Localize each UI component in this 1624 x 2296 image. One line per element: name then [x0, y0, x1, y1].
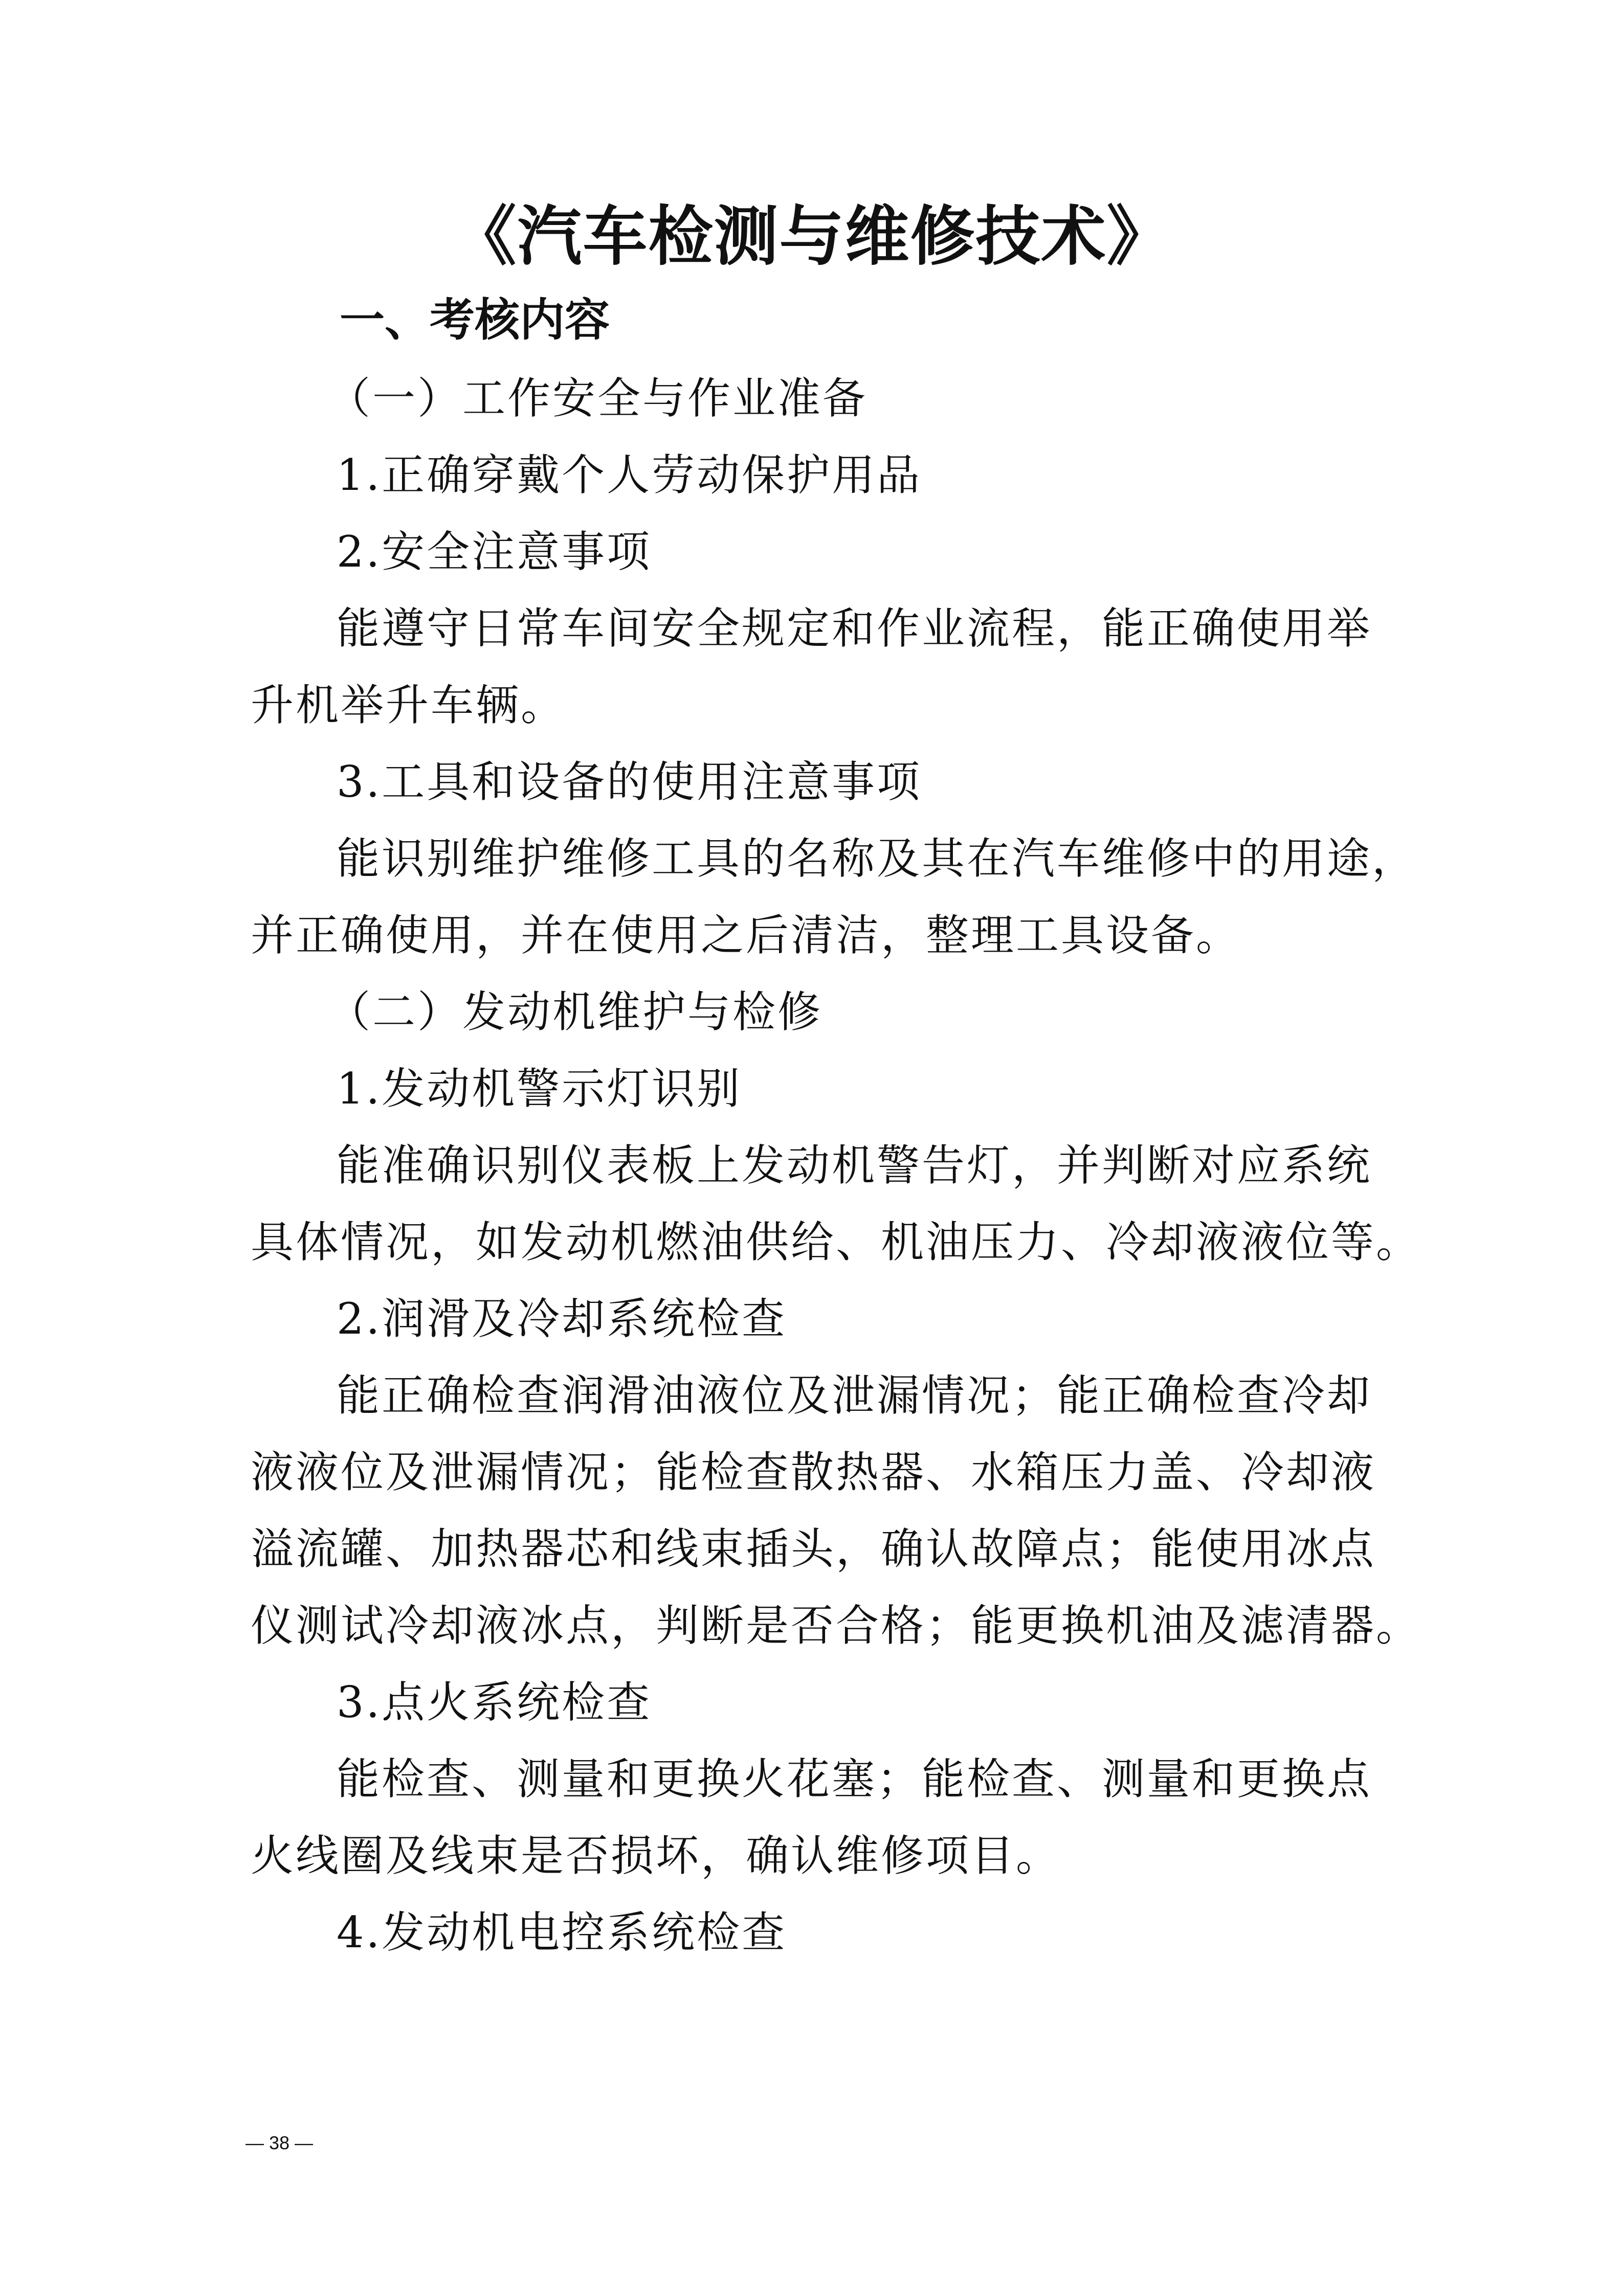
- text-line: 3.点火系统检查: [337, 1677, 652, 1727]
- text-line: 仪测试冷却液冰点，判断是否合格；能更换机油及滤清器。: [251, 1601, 1421, 1651]
- text-line: 4.发动机电控系统检查: [337, 1907, 787, 1957]
- text-line: 能准确识别仪表板上发动机警告灯，并判断对应系统: [337, 1140, 1372, 1190]
- page-number: — 38 —: [246, 2132, 314, 2153]
- text-line: 液液位及泄漏情况；能检查散热器、水箱压力盖、冷却液: [251, 1447, 1376, 1497]
- text-line: 3.工具和设备的使用注意事项: [337, 757, 922, 807]
- text-line: 能遵守日常车间安全规定和作业流程，能正确使用举: [337, 603, 1372, 654]
- text-line: 能识别维护维修工具的名称及其在汽车维修中的用途，: [337, 834, 1417, 884]
- text-line: 能检查、测量和更换火花塞；能检查、测量和更换点: [337, 1754, 1372, 1804]
- text-line: 能正确检查润滑油液位及泄漏情况；能正确检查冷却: [337, 1370, 1372, 1421]
- text-line: （二）发动机维护与检修: [327, 987, 823, 1037]
- text-line: 2.润滑及冷却系统检查: [337, 1294, 787, 1344]
- text-line: 2.安全注意事项: [337, 527, 652, 577]
- text-line: 升机举升车辆。: [251, 680, 566, 730]
- text-line: 溢流罐、加热器芯和线束插头，确认故障点；能使用冰点: [251, 1524, 1376, 1574]
- text-line: 并正确使用，并在使用之后清洁，整理工具设备。: [251, 910, 1241, 960]
- text-line: 具体情况，如发动机燃油供给、机油压力、冷却液液位等。: [251, 1217, 1421, 1267]
- document-body: [251, 360, 1421, 1971]
- text-line: 1.发动机警示灯识别: [337, 1064, 742, 1114]
- text-line: 1.正确穿戴个人劳动保护用品: [337, 450, 922, 500]
- text-line: 火线圈及线束是否损坏，确认维修项目。: [251, 1831, 1061, 1881]
- text-line: （一）工作安全与作业准备: [327, 373, 868, 423]
- section-heading: 一、考核内容: [340, 294, 610, 346]
- document-title: 《汽车检测与维修技术》: [452, 198, 1172, 274]
